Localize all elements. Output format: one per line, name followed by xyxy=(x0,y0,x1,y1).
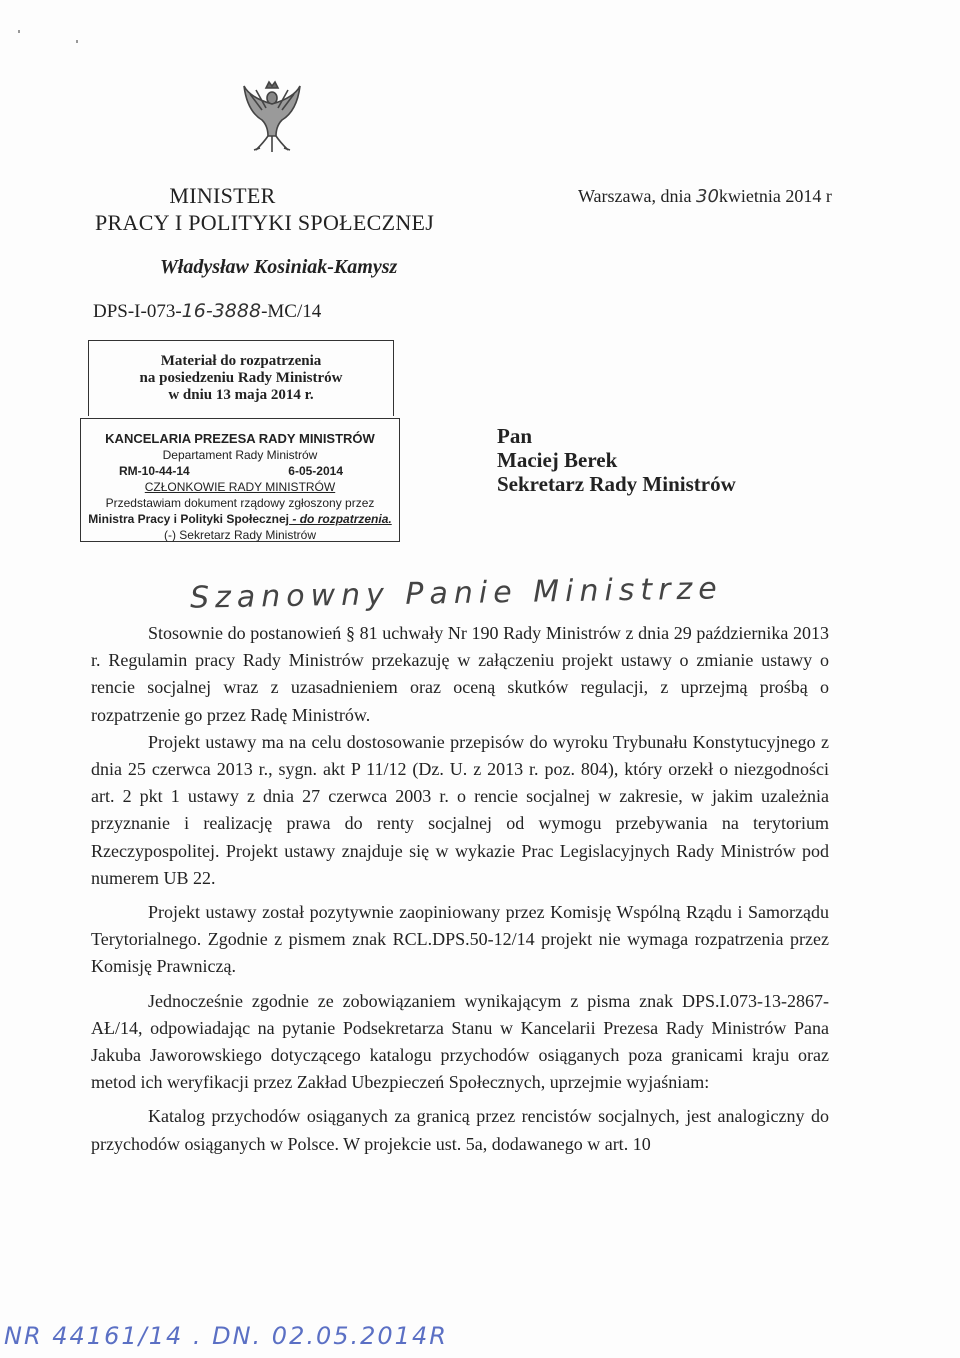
kprm-rm-date: 6-05-2014 xyxy=(288,464,343,478)
material-line3: w dniu 13 maja 2014 r. xyxy=(168,387,314,403)
kprm-line6-tail: - do rozpatrzenia. xyxy=(289,512,392,526)
material-line2: na posiedzeniu Rady Ministrów xyxy=(139,370,343,386)
material-line1: Materiał do rozpatrzenia xyxy=(160,353,322,369)
body-paragraph-2: Projekt ustawy ma na celu dostosowanie przepisów do wyroku Trybunału Konstytucyjnego z dnia 25 czerwca 2013 r., sygn. akt P 11/12 (Dz. U. z 2013 r. poz. 804), który orzekł o niezgodności art. 2 pkt 1 ustawy z dnia 27 czerwca 2003 r. o rencie socjalnej w zakresie, w jakim uzależnia przyznanie i realizację prawa do renty socjalnej od wymogu przebywania na terytorium Rzeczypospolitej. Projekt ustawy znajduje się w wykazie Prac Legislacyjnych Rady Ministrów pod numerem UB 22. xyxy=(91,731,829,888)
minister-line2: PRACY I POLITYKI SPOŁECZNEJ xyxy=(95,210,435,235)
ref-prefix: DPS-I-073- xyxy=(93,301,182,322)
minister-line1: MINISTER xyxy=(169,183,276,208)
date-line xyxy=(578,186,832,207)
date-handwritten: 30 xyxy=(696,186,719,207)
scan-speck xyxy=(18,30,20,33)
body-paragraph-5: Katalog przychodów osiąganych za granicą przez rencistów socjalnych, jest analogiczny do przychodów osiąganych w Polsce. W projekcie ust. 5a, dodawanego w art. 10 xyxy=(91,1106,829,1154)
letter-body xyxy=(91,620,829,1158)
recipient-address xyxy=(497,424,736,496)
kprm-line1: KANCELARIA PREZESA RADY MINISTRÓW xyxy=(105,431,375,446)
ref-handwritten: 16-3888 xyxy=(181,300,262,322)
handwritten-salutation: Szanowny Panie Ministrze xyxy=(189,571,723,616)
kprm-line5: Przedstawiam dokument rządowy zgłoszony przez xyxy=(105,496,375,510)
eagle-emblem-icon xyxy=(240,80,304,154)
recipient-line1: Pan xyxy=(497,424,533,448)
handwritten-registration-note: NR 44161/14 . DN. 02.05.2014R xyxy=(4,1322,448,1350)
body-paragraph-4: Jednocześnie zgodnie ze zobowiązaniem wynikającym z pisma znak DPS.I.073-13-2867-AŁ/14, odpowiadając na pytanie Podsekretarza Stanu w Kancelarii Prezesa Rady Ministrów Pana Jakuba Jaworowskiego dotyczącego katalogu przychodów osiąganych poza granicami kraju oraz metod ich weryfikacji przez Zakład Ubezpieczeń Społecznych, uprzejmie wyjaśniam: xyxy=(91,990,829,1093)
body-paragraph-1: Stosownie do postanowień § 81 uchwały Nr 190 Rady Ministrów z dnia 29 października 2013 r. Regulamin pracy Rady Ministrów przekazuję w załączeniu projekt ustawy o zmianie ustawy o rencie socjalnej wraz z uzasadnieniem oraz oceną skutków regulacji, z uprzejmą prośbą o rozpatrzenie go przez Radę Ministrów. xyxy=(91,623,829,725)
kprm-line6-bold: Ministra Pracy i Polityki Społecznej xyxy=(88,512,290,526)
reference-number xyxy=(93,300,321,323)
kprm-stamp xyxy=(80,418,400,542)
ref-suffix: -MC/14 xyxy=(261,301,322,322)
kprm-line4: CZŁONKOWIE RADY MINISTRÓW xyxy=(144,480,336,494)
kprm-rm-line xyxy=(81,463,399,479)
body-paragraph-3: Projekt ustawy został pozytywnie zaopiniowany przez Komisję Wspólną Rządu i Samorządu Terytorialnego. Zgodnie z pismem znak RCL.DPS.50-12/14 projekt nie wymaga rozpatrzenia przez Komisję Prawniczą. xyxy=(91,902,829,977)
kprm-rm-number: RM-10-44-14 xyxy=(119,464,190,478)
kprm-line6 xyxy=(81,511,399,527)
kprm-line7: (-) Sekretarz Rady Ministrów xyxy=(163,528,317,542)
material-stamp xyxy=(88,340,394,416)
minister-title xyxy=(95,182,435,236)
recipient-line3: Sekretarz Rady Ministrów xyxy=(497,472,736,496)
signer-name: Władysław Kosiniak-Kamysz xyxy=(160,256,398,278)
recipient-line2: Maciej Berek xyxy=(497,448,618,472)
scan-speck xyxy=(76,40,78,43)
date-prefix: Warszawa, dnia xyxy=(578,186,696,206)
kprm-line2: Departament Rady Ministrów xyxy=(162,448,318,462)
date-suffix: kwietnia 2014 r xyxy=(718,186,832,206)
